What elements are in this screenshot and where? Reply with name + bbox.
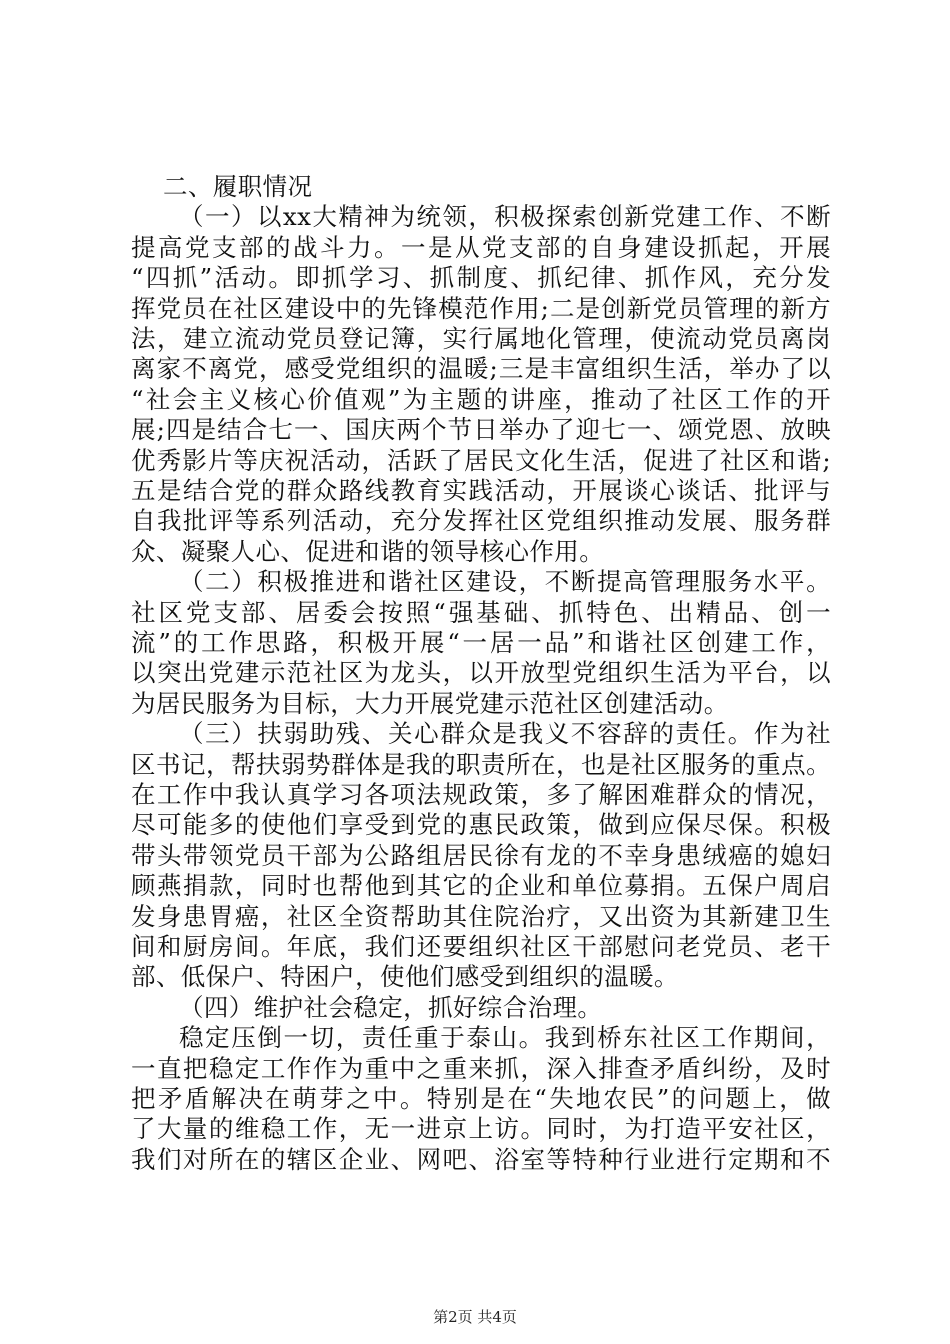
- text-line: 把矛盾解决在萌芽之中。特别是在“失地农民”的问题上，做: [131, 1084, 831, 1113]
- text-line: 以突出党建示范社区为龙头，以开放型党组织生活为平台，以: [131, 658, 831, 688]
- text-line: 自我批评等系列活动，充分发挥社区党组织推动发展、服务群: [131, 506, 831, 536]
- text-line: 间和厨房间。年底，我们还要组织社区干部慰问老党员、老干: [131, 932, 831, 961]
- text-line: 五是结合党的群众路线教育实践活动，开展谈心谈话、批评与: [131, 476, 831, 505]
- text-line: 一直把稳定工作作为重中之重来抓，深入排查矛盾纠纷，及时: [131, 1053, 831, 1083]
- text-line: 部、低保户、特困户，使他们感受到组织的温暖。: [131, 962, 679, 992]
- text-line: “社会主义核心价值观”为主题的讲座，推动了社区工作的开: [131, 384, 831, 414]
- text-line: 展;四是结合七一、国庆两个节日举办了迎七一、颂党恩、放映: [131, 415, 831, 445]
- text-line: 为居民服务为目标，大力开展党建示范社区创建活动。: [131, 688, 729, 718]
- text-line: 区书记，帮扶弱势群体是我的职责所在，也是社区服务的重点。: [131, 749, 831, 779]
- text-line: 在工作中我认真学习各项法规政策，多了解困难群众的情况，: [131, 780, 831, 809]
- text-line: 流”的工作思路，积极开展“一居一品”和谐社区创建工作，: [131, 628, 831, 657]
- text-line: 带头带领党员干部为公路组居民徐有龙的不幸身患绒癌的媳妇: [131, 840, 831, 870]
- text-line: 顾燕捐款，同时也帮他到其它的企业和单位募捐。五保户周启: [131, 871, 831, 901]
- text-line: 我们对所在的辖区企业、网吧、浴室等特种行业进行定期和不: [131, 1144, 831, 1174]
- text-line: 社区党支部、居委会按照“强基础、抓特色、出精品、创一: [131, 597, 831, 627]
- text-line: （四）维护社会稳定，抓好综合治理。: [179, 992, 603, 1022]
- page-footer: 第2页 共4页: [433, 1308, 517, 1326]
- text-line: 了大量的维稳工作，无一进京上访。同时，为打造平安社区，: [131, 1114, 831, 1144]
- text-line: 离家不离党，感受党组织的温暖;三是丰富组织生活，举办了以: [131, 354, 831, 384]
- text-line: 稳定压倒一切，责任重于泰山。我到桥东社区工作期间，: [179, 1023, 831, 1053]
- text-line: 众、凝聚人心、促进和谐的领导核心作用。: [131, 536, 605, 566]
- text-line: 优秀影片等庆祝活动，活跃了居民文化生活，促进了社区和谐;: [131, 445, 831, 475]
- text-line: “四抓”活动。即抓学习、抓制度、抓纪律、抓作风，充分发: [131, 263, 831, 293]
- text-line: （一）以xx大精神为统领，积极探索创新党建工作、不断: [179, 202, 831, 232]
- text-line: （三）扶弱助残、关心群众是我义不容辞的责任。作为社: [179, 719, 831, 749]
- text-line: 二、履职情况: [163, 172, 313, 201]
- text-line: 挥党员在社区建设中的先锋模范作用;二是创新党员管理的新方: [131, 293, 831, 323]
- text-line: （二）积极推进和谐社区建设，不断提高管理服务水平。: [179, 567, 831, 597]
- text-line: 法，建立流动党员登记簿，实行属地化管理，使流动党员离岗: [131, 324, 831, 353]
- text-line: 发身患胃癌，社区全资帮助其住院治疗，又出资为其新建卫生: [131, 901, 831, 931]
- text-line: 尽可能多的使他们享受到党的惠民政策，做到应保尽保。积极: [131, 810, 831, 840]
- text-line: 提高党支部的战斗力。一是从党支部的自身建设抓起，开展: [131, 232, 831, 262]
